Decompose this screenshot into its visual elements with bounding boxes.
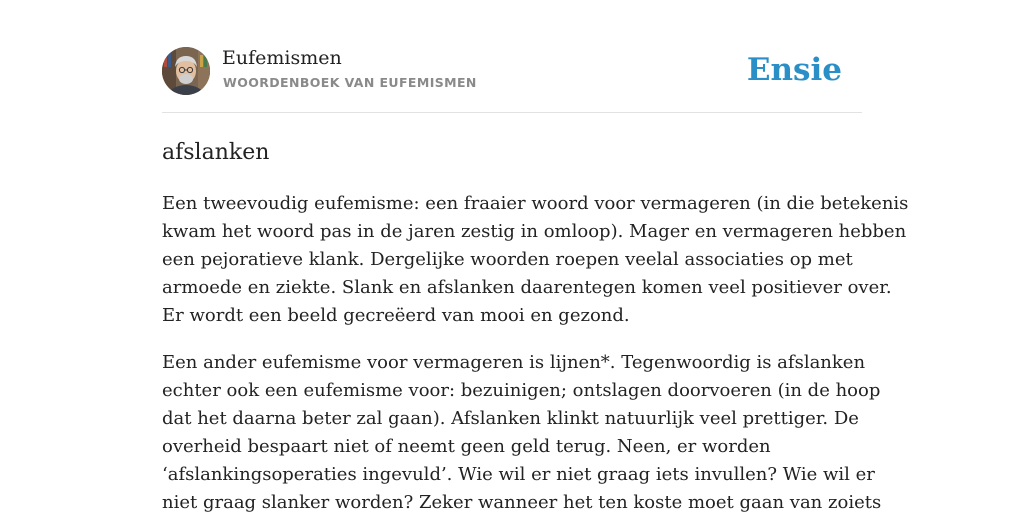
author-avatar[interactable] — [162, 47, 210, 95]
entry-paragraph — [162, 349, 882, 512]
dictionary-header — [162, 0, 862, 113]
dictionary-subtitle: WOORDENBOEK VAN EUFEMISMEN — [223, 75, 477, 90]
text-line: Een tweevoudig eufemisme: een fraaier woord voor vermageren (in die betekenis — [162, 193, 909, 214]
text-line: overheid bespaart niet of neemt geen geld terug. Neen, er worden — [162, 436, 771, 457]
text-line: een pejoratieve klank. Dergelijke woorden roepen veelal associaties op met — [162, 249, 853, 270]
text-line: niet graag slanker worden? Zeker wanneer het ten koste moet gaan van zoiets — [162, 492, 882, 512]
text-line: armoede en ziekte. Slank en afslanken daarentegen komen veel positiever over. — [162, 277, 892, 298]
entry-paragraph — [162, 190, 909, 330]
entry-title: afslanken — [162, 140, 270, 165]
text-line: Een ander eufemisme voor vermageren is lijnen*. Tegenwoordig is afslanken — [162, 352, 866, 373]
text-line: dat het daarna beter zal gaan). Afslanken klinkt natuurlijk veel prettiger. De — [162, 408, 859, 429]
dictionary-title[interactable]: Eufemismen — [222, 47, 342, 69]
entry-content — [162, 190, 909, 512]
author-portrait-icon — [162, 47, 210, 95]
text-line: Er wordt een beeld gecreëerd van mooi en gezond. — [162, 305, 630, 326]
text-line: ‘afslankingsoperaties ingevuld’. Wie wil er niet graag iets invullen? Wie wil er — [162, 464, 875, 485]
text-line: echter ook een eufemisme voor: bezuinigen; ontslagen doorvoeren (in de hoop — [162, 380, 881, 401]
text-line: kwam het woord pas in de jaren zestig in omloop). Mager en vermageren hebben — [162, 221, 907, 242]
ensie-logo[interactable]: Ensie — [746, 52, 842, 88]
main-column — [162, 0, 909, 512]
